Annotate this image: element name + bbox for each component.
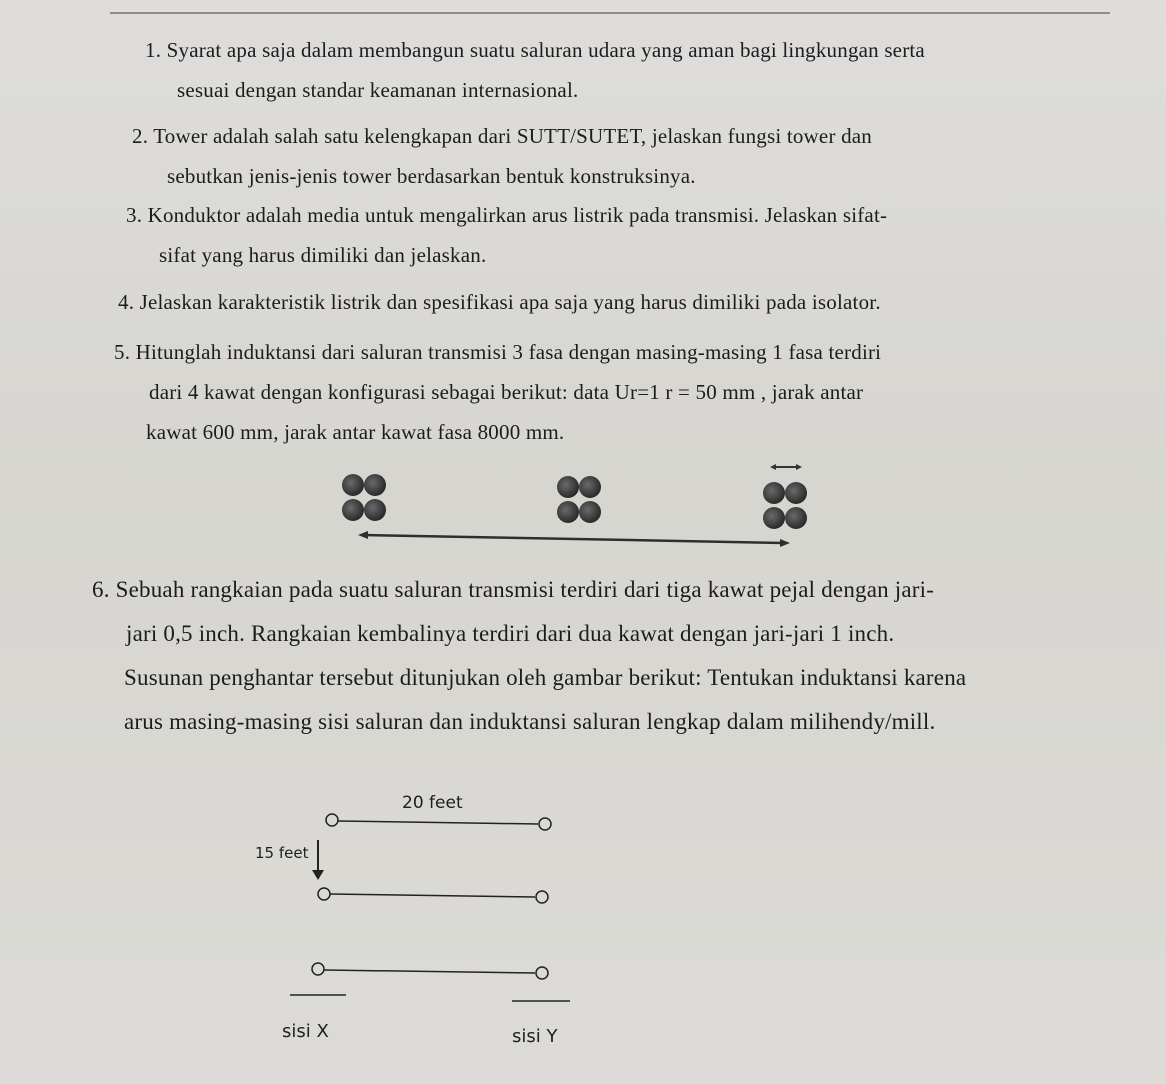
question-text: arus masing-masing sisi saluran dan induktansi saluran lengkap dalam milihendy/mill. (124, 709, 936, 734)
question-text: Hitunglah induktansi dari saluran transmisi 3 fasa dengan masing-masing 1 fasa terdiri (135, 340, 882, 364)
question-number: 6. (92, 577, 110, 602)
question-5 (114, 332, 881, 452)
question-text: kawat 600 mm, jarak antar kawat fasa 8000 mm. (146, 420, 565, 444)
question-text: Tower adalah salah satu kelengkapan dari SUTT/SUTET, jelaskan fungsi tower dan (153, 124, 873, 148)
question-text: Susunan penghantar tersebut ditunjukan oleh gambar berikut: Tentukan induktansi karena (124, 665, 967, 690)
question-text: Konduktor adalah media untuk mengalirkan arus listrik pada transmisi. Jelaskan sifat- (147, 203, 888, 227)
conductor-row-2 (318, 888, 548, 903)
top-rule (110, 12, 1110, 14)
question-number: 3. (126, 203, 143, 227)
question-text: Syarat apa saja dalam membangun suatu saluran udara yang aman bagi lingkungan serta (166, 38, 925, 62)
phase-a-bundle (342, 474, 386, 521)
bundle-conductor-figure (300, 455, 860, 555)
phase-c-bundle (763, 464, 807, 529)
vertical-spacing-arrow (312, 840, 324, 880)
side-x-label: sisi X (282, 1021, 329, 1042)
question-text: Sebuah rangkaian pada suatu saluran transmisi terdiri dari tiga kawat pejal dengan jari- (115, 577, 935, 602)
question-number: 5. (114, 340, 131, 364)
question-text: sebutkan jenis-jenis tower berdasarkan bentuk konstruksinya. (167, 164, 696, 188)
question-2 (132, 116, 872, 196)
height-label: 15 feet (255, 844, 309, 862)
conductor-row-1 (326, 814, 551, 830)
question-text: Jelaskan karakteristik listrik dan spesifikasi apa saja yang harus dimiliki pada isolator. (139, 290, 881, 314)
phase-spacing-arrow (358, 531, 790, 547)
question-1 (145, 30, 925, 110)
question-number: 4. (118, 290, 135, 314)
conductor-row-3 (312, 963, 548, 979)
question-number: 1. (145, 38, 162, 62)
question-3 (126, 195, 887, 275)
side-y-label: sisi Y (512, 1026, 558, 1047)
conductor-arrangement-figure (240, 780, 600, 1080)
phase-b-bundle (557, 476, 601, 523)
question-text: dari 4 kawat dengan konfigurasi sebagai berikut: data Ur=1 r = 50 mm , jarak antar (149, 380, 864, 404)
width-label: 20 feet (402, 793, 463, 813)
question-number: 2. (132, 124, 149, 148)
question-4 (118, 282, 881, 322)
question-6 (92, 568, 966, 744)
question-text: sifat yang harus dimiliki dan jelaskan. (159, 243, 487, 267)
question-text: sesuai dengan standar keamanan internasional. (177, 78, 579, 102)
question-text: jari 0,5 inch. Rangkaian kembalinya terdiri dari dua kawat dengan jari-jari 1 inch. (126, 621, 895, 646)
